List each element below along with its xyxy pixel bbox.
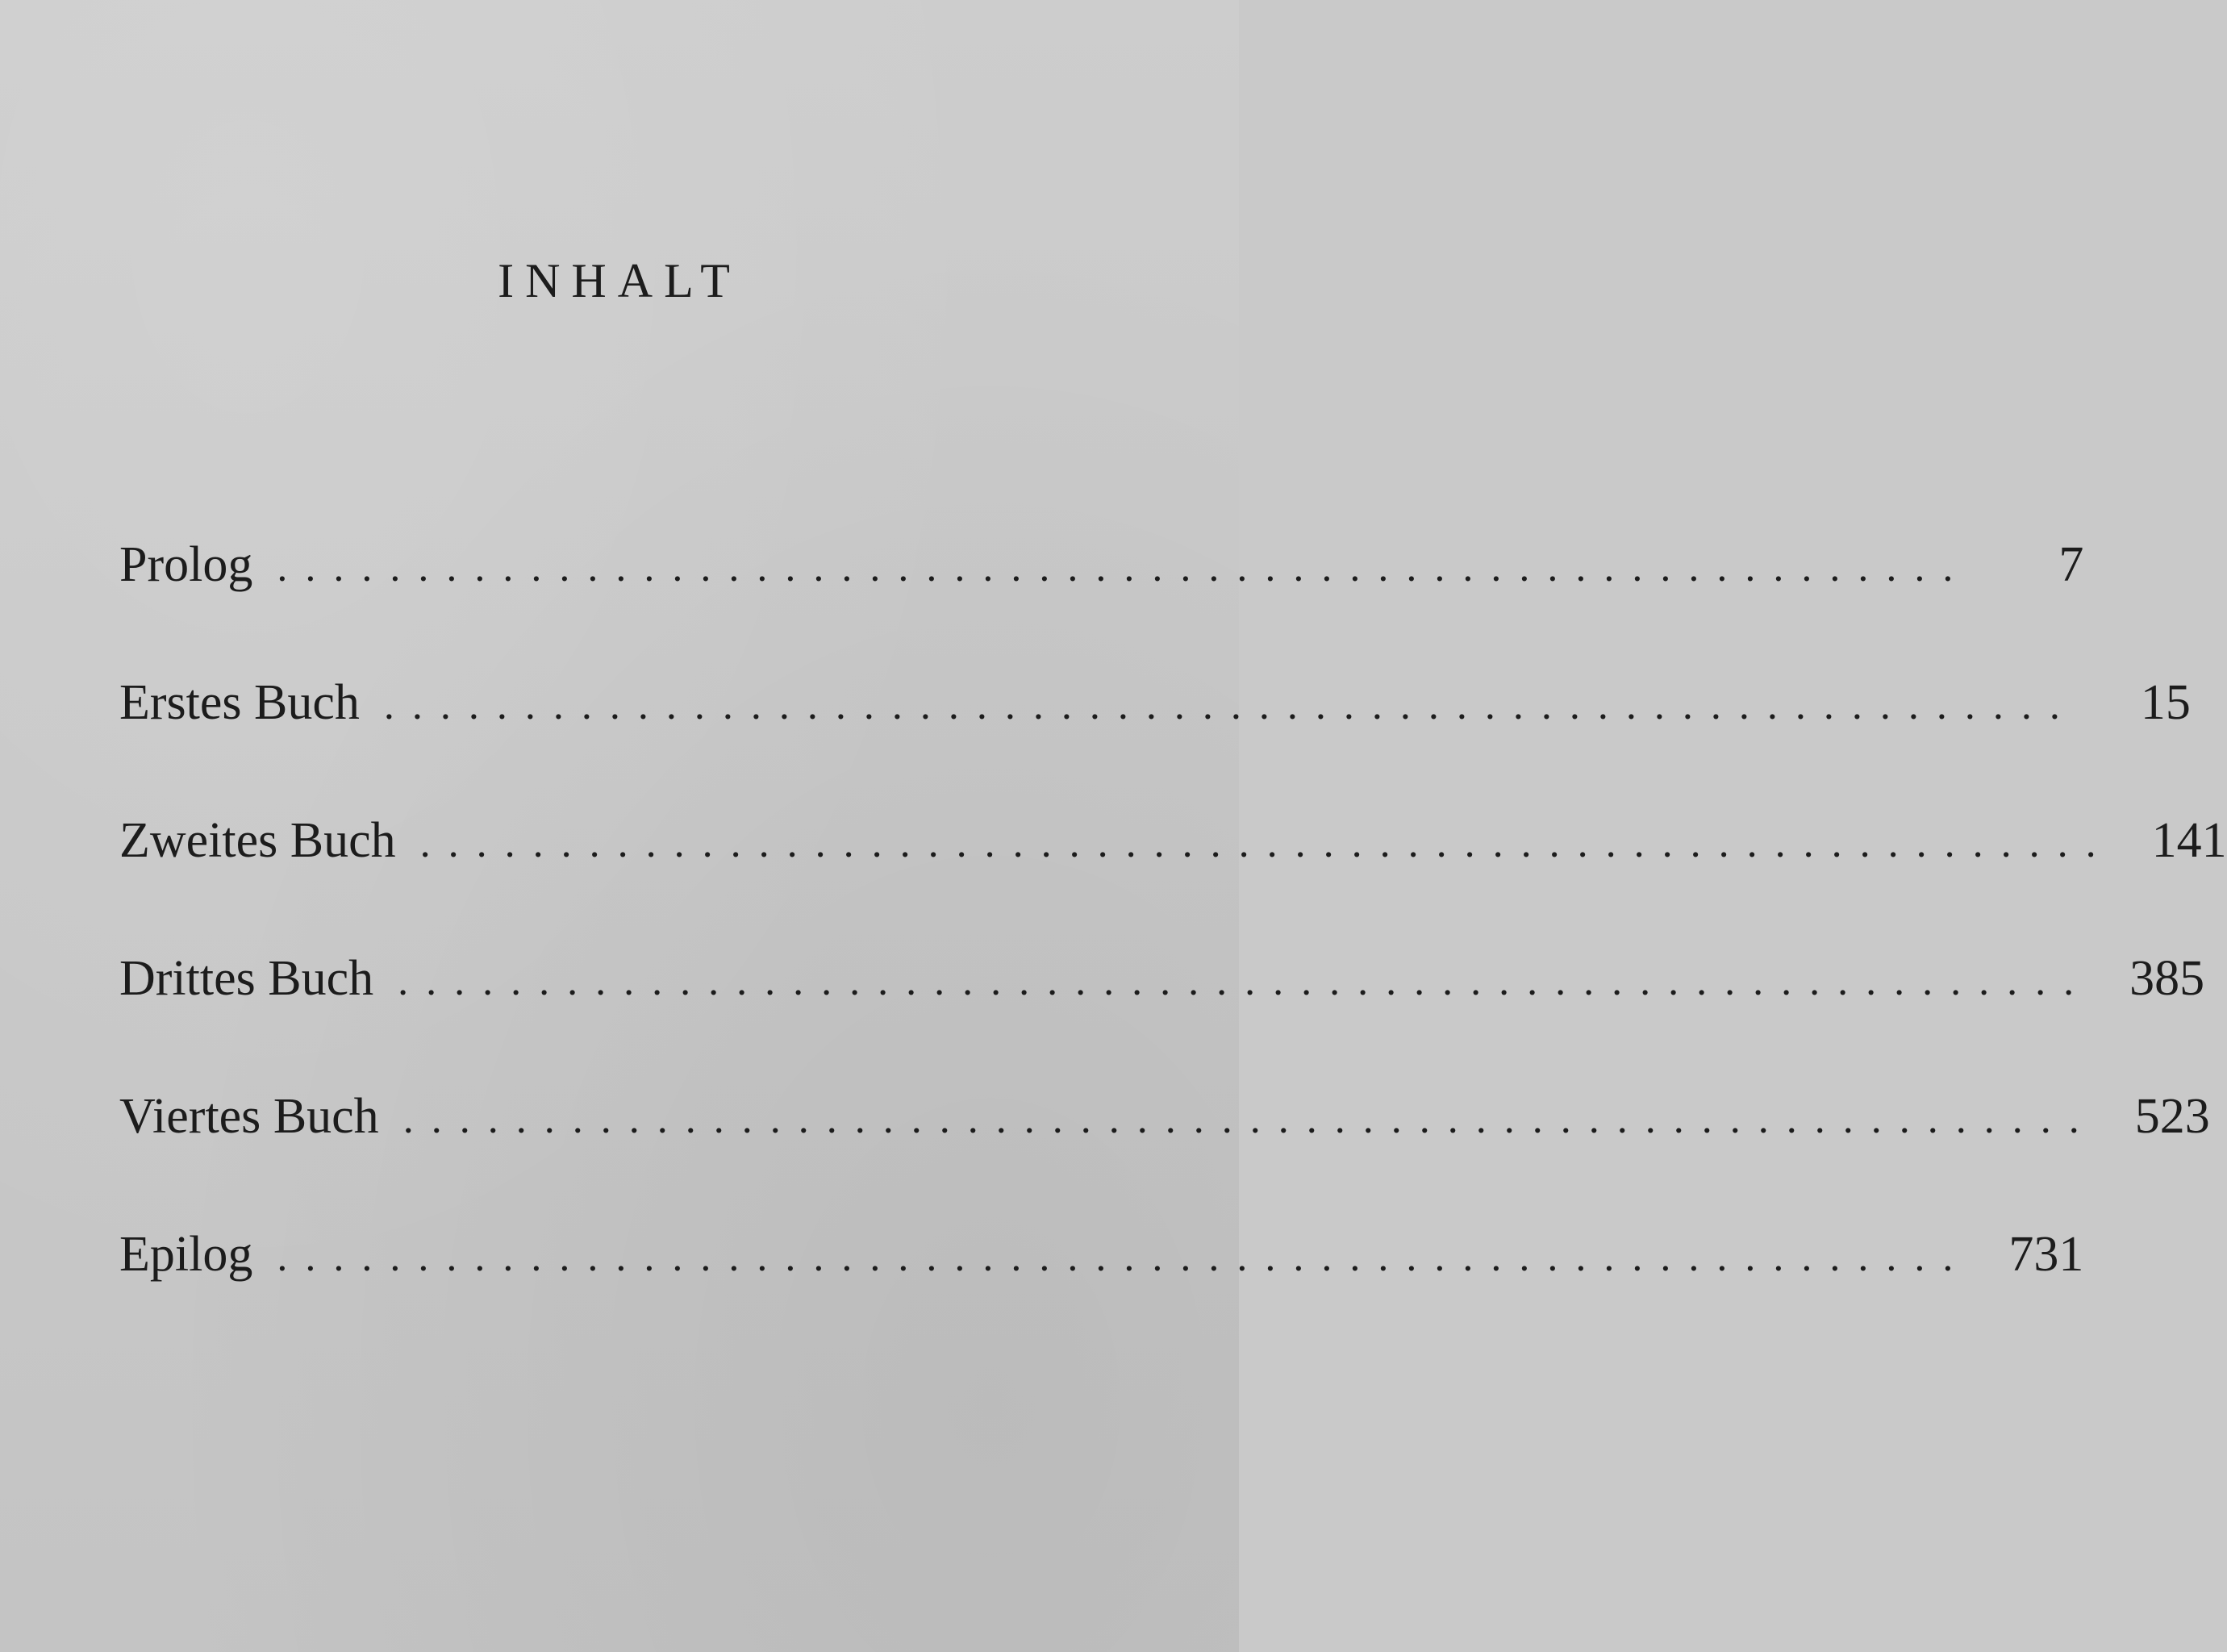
toc-leader-dots: ............................................................ xyxy=(383,682,2078,728)
toc-entry-viertes-buch xyxy=(119,1084,2210,1222)
toc-entry-page: 523 xyxy=(2134,1089,2210,1144)
toc-entry-label: Viertes Buch xyxy=(119,1089,379,1144)
toc-entry-zweites-buch xyxy=(119,808,2227,946)
toc-entry-page: 15 xyxy=(2140,675,2191,730)
toc-entry-drittes-buch xyxy=(119,946,2205,1084)
page-title: INHALT xyxy=(498,254,741,307)
toc-entry-label: Prolog xyxy=(119,537,253,592)
toc-entry-prolog xyxy=(119,532,2084,670)
toc-entry-page: 385 xyxy=(2129,951,2205,1006)
toc-leader-dots: ............................................................ xyxy=(402,1096,2097,1142)
toc-entry-page: 731 xyxy=(2008,1227,2084,1282)
toc-entry-epilog xyxy=(119,1222,2084,1360)
table-of-contents xyxy=(119,532,2227,1360)
toc-leader-dots: ............................................................ xyxy=(419,820,2114,866)
toc-entry-page: 141 xyxy=(2151,813,2227,868)
toc-entry-label: Epilog xyxy=(119,1227,253,1282)
toc-leader-dots: ............................................................ xyxy=(277,1234,1971,1280)
toc-leader-dots: ............................................................ xyxy=(398,958,2092,1004)
toc-leader-dots: ............................................................ xyxy=(277,544,1971,590)
toc-entry-label: Zweites Buch xyxy=(119,813,396,868)
toc-entry-label: Drittes Buch xyxy=(119,951,374,1006)
toc-entry-page: 7 xyxy=(2058,537,2084,592)
toc-entry-erstes-buch xyxy=(119,670,2191,808)
toc-entry-label: Erstes Buch xyxy=(119,675,360,730)
